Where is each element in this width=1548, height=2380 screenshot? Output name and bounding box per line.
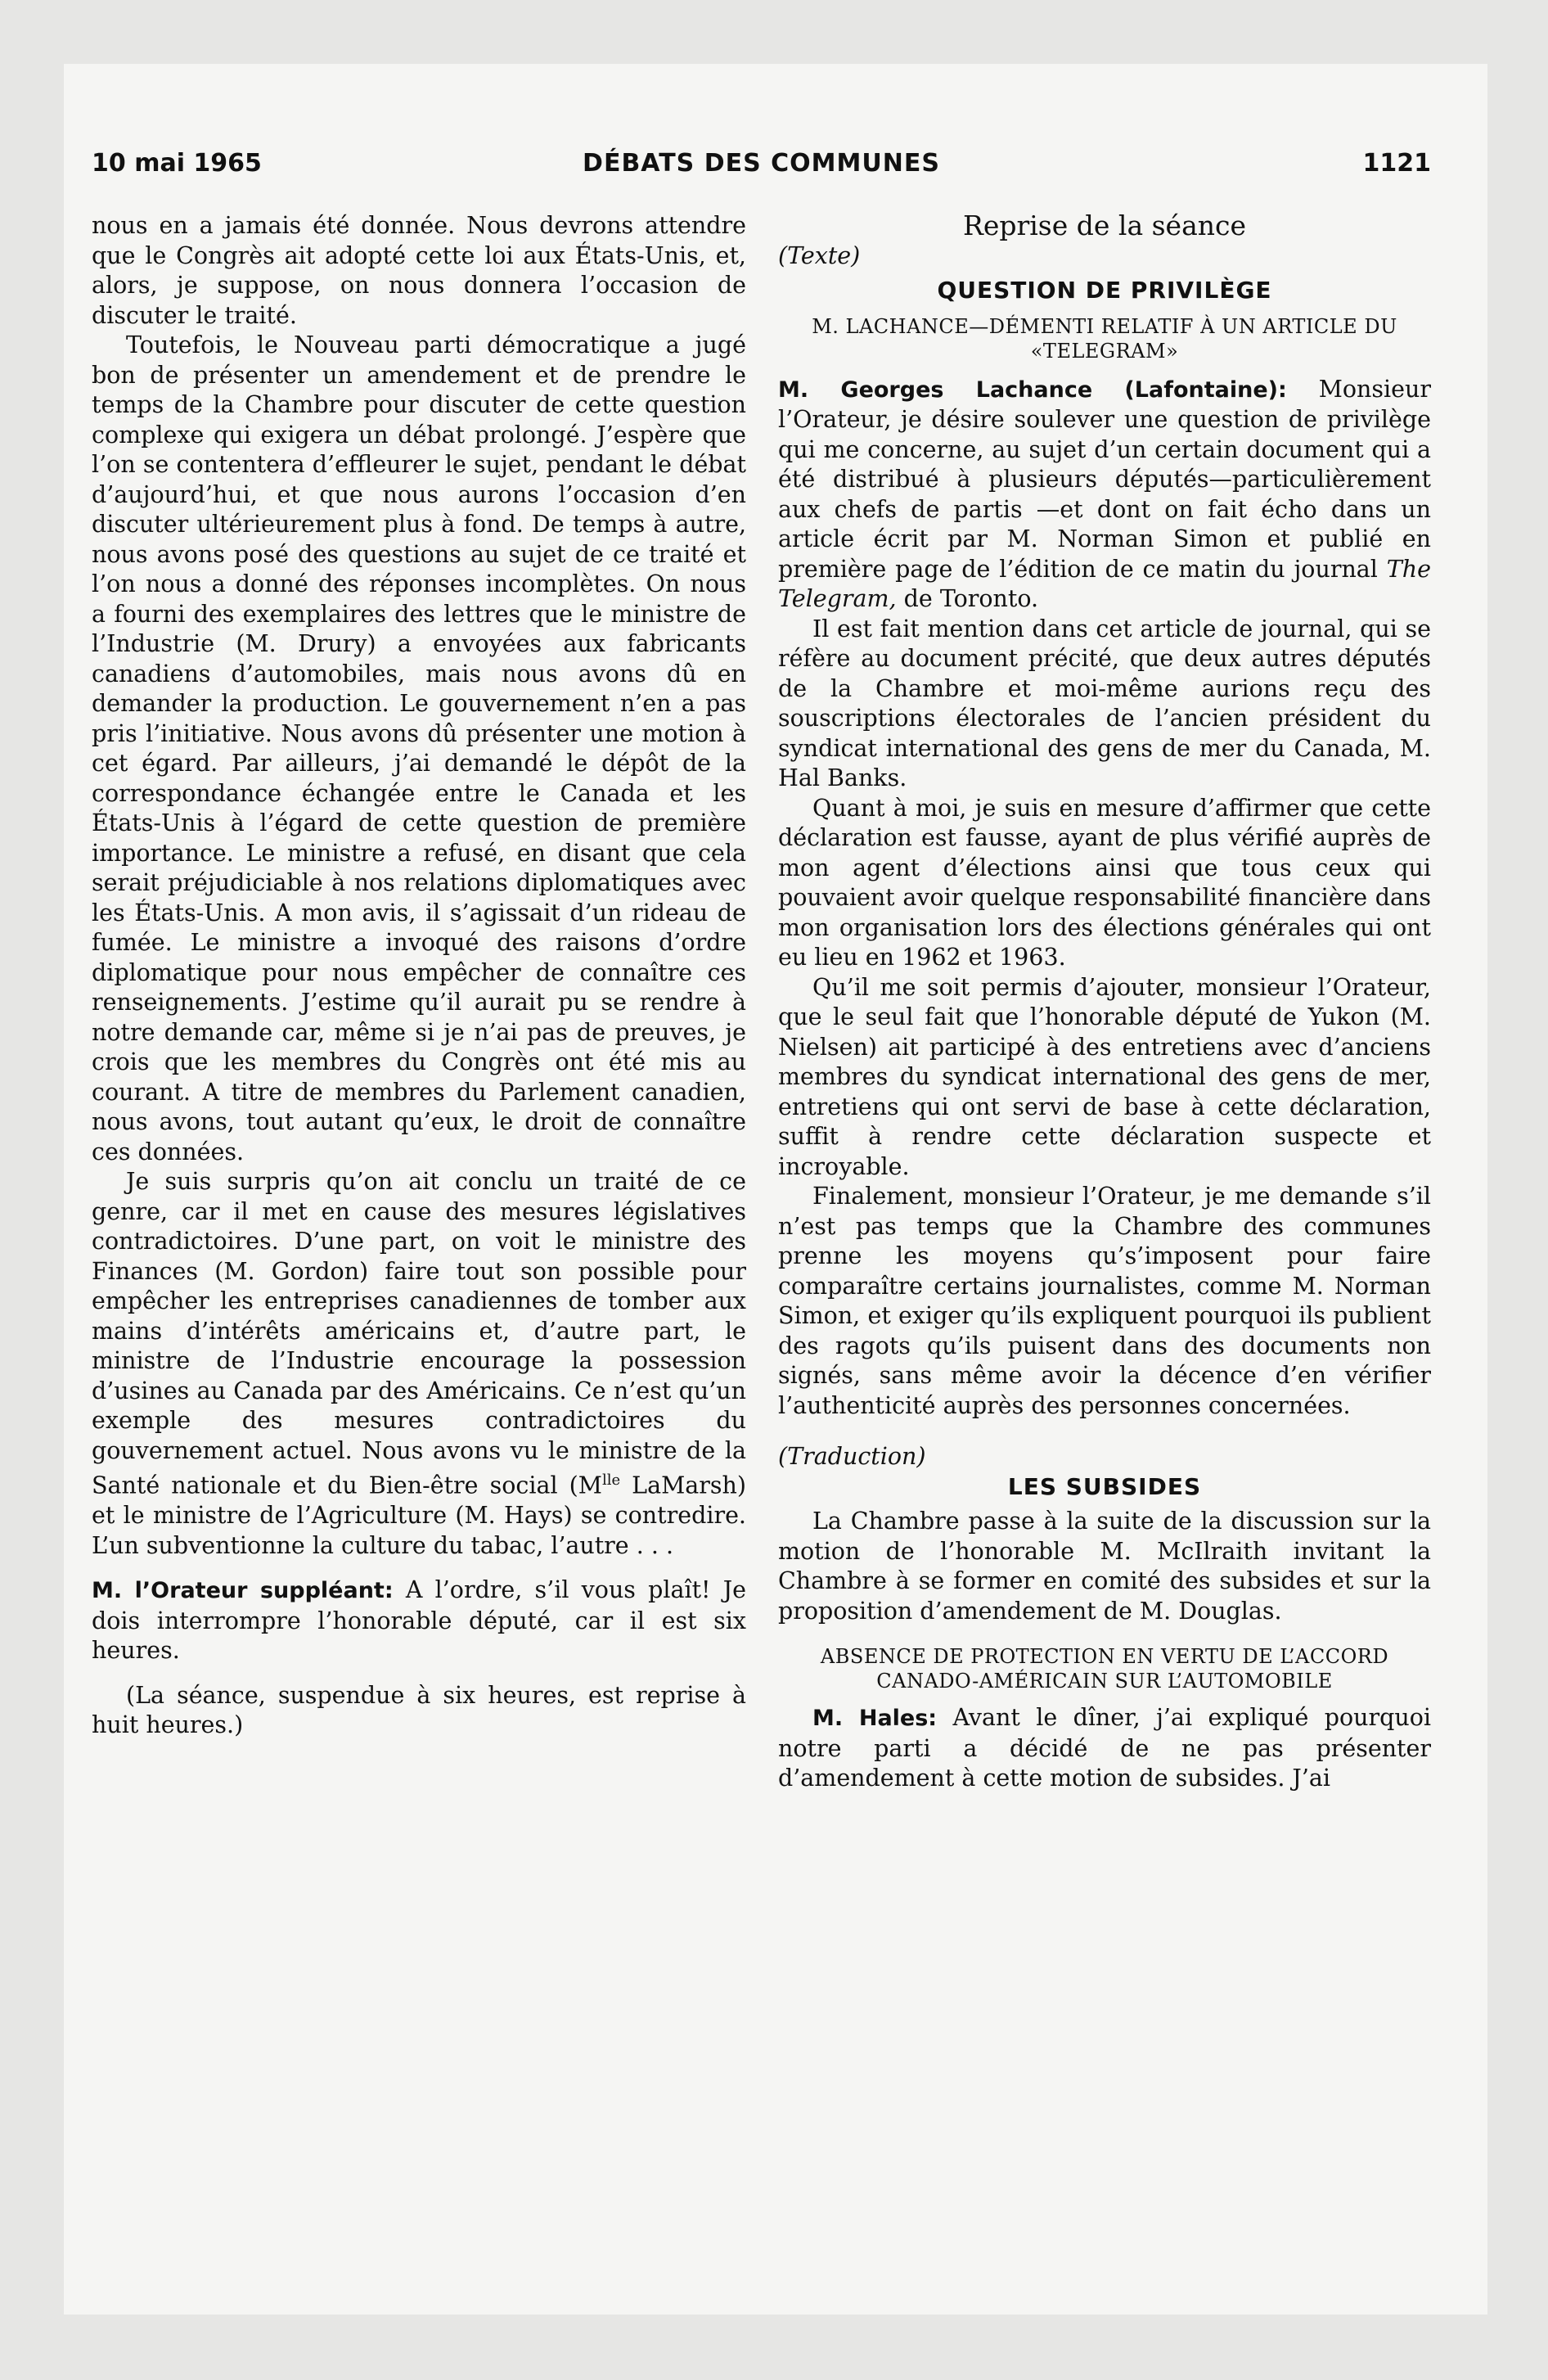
speaker-lachance: M. Georges Lachance (Lafontaine): (778, 376, 1287, 403)
left-paragraph-3-sup: lle (601, 1472, 621, 1489)
left-paragraph-5: (La séance, suspendue à six heures, est reprise à huit heures.) (92, 1681, 746, 1738)
left-paragraph-3-a: Je suis surpris qu’on ait conclu un traité de ce genre, car il met en cause des mesures législatives contradictoires. D’une part, on voit le ministre des Finances (M. Gordon) faire tout son possible pour empêcher les entreprises canadiennes de tomber aux mains d’intérêts américains et, d’autre part, le ministre de l’Industrie encourage la possession d’usines au Canada par des Américains. Ce n’est qu’un exemple des mesures contradictoires du gouvernement actuel. Nous avons vu le ministre de la Santé nationale et du Bien-être social (M (92, 1168, 746, 1499)
right-paragraph-1-b: de Toronto. (896, 585, 1039, 612)
header-page-number: 1121 (1362, 149, 1431, 178)
left-column (92, 211, 746, 1741)
right-paragraph-7 (778, 1703, 1431, 1794)
right-paragraph-1 (778, 375, 1431, 615)
left-paragraph-4-text: A l’ordre, s’il vous plaît! Je dois interrompre l’honorable député, car il est six heures. (92, 1576, 746, 1664)
header-date: 10 mai 1965 (92, 149, 262, 178)
right-column (778, 211, 1431, 1794)
left-paragraph-2: Toutefois, le Nouveau parti démocratique a jugé bon de présenter un amendement et de prendre le temps de la Chambre pour discuter de cette question complexe qui exigera un débat prolongé. J’espère que l’on se contentera d’effleurer le sujet, pendant le débat d’aujourd’hui, et que nous aurons l’occasion d’en discuter ultérieurement plus à fond. De temps à autre, nous avons posé des questions au sujet de ce traité et l’on nous a donné des réponses incomplètes. On nous a fourni des exemplaires des lettres que le ministre de l’Industrie (M. Drury) a envoyées aux fabricants canadiens d’automobiles, mais nous avons dû en demander la production. Le gouvernement n’en a pas pris l’initiative. Nous avons dû présenter une motion à cet égard. Par ailleurs, j’ai demandé le dépôt de la correspondance échangée entre le Canada et les États-Unis à l’égard de cette question de première importance. Le ministre a refusé, en disant que cela serait préjudiciable à nos relations diplomatiques avec les États-Unis. A mon avis, il s’agissait d’un rideau de fumée. Le ministre a invoqué des raisons d’ordre diplomatique pour nous empêcher de connaître ces renseignements. J’estime qu’il aurait pu se rendre à notre demande car, même si je n’ai pas de preuves, je crois que les membres du Congrès ont été mis au courant. A titre de membres du Parlement canadien, nous avons, tout autant qu’eux, le droit de connaître ces données. (92, 331, 746, 1165)
right-paragraph-1-a: Monsieur l’Orateur, je désire soulever une question de privilège qui me concerne, au sujet d’un certain document qui a été distribué à plusieurs députés—particulièrement aux chefs de partis —et dont on fait écho dans un article écrit par M. Norman Simon et publié en première page de l’édition de ce matin du journal (778, 375, 1431, 583)
right-paragraph-5: Finalement, monsieur l’Orateur, je me demande s’il n’est pas temps que la Chambre des communes prenne les moyens qu’s’imposent pour faire comparaître certains journalistes, comme M. Norman Simon, et exiger qu’ils expliquent pourquoi ils publient des ragots qu’ils puisent dans des documents non signés, sans même avoir la décence d’en vérifier l’authenticité auprès des personnes concernées. (778, 1183, 1431, 1419)
right-paragraph-4: Qu’il me soit permis d’ajouter, monsieur l’Orateur, que le seul fait que l’honorable député de Yukon (M. Nielsen) ait participé à des entretiens avec d’anciens membres du syndicat international des gens de mer, entretiens qui ont servi de base à cette déclaration, suffit à rendre cette déclaration suspecte et incroyable. (778, 973, 1431, 1180)
page-header (92, 149, 1431, 188)
header-title: DÉBATS DES COMMUNES (583, 149, 940, 178)
subheading-accord-automobile: ABSENCE DE PROTECTION EN VERTU DE L’ACCORD CANADO-AMÉRICAIN SUR L’AUTOMOBILE (820, 1645, 1389, 1693)
heading-reprise: Reprise de la séance (962, 210, 1247, 241)
right-paragraph-7-text: Avant le dîner, j’ai expliqué pourquoi notre parti a décidé de ne pas présenter d’amendement à cette motion de subsides. J’ai (778, 1704, 1431, 1792)
subheading-lachance: M. LACHANCE—DÉMENTI RELATIF À UN ARTICLE DU «TELEGRAM» (812, 314, 1397, 363)
left-paragraph-3 (92, 1167, 746, 1561)
right-paragraph-2: Il est fait mention dans cet article de journal, qui se réfère au document précité, que deux autres députés de la Chambre et moi-même aurions reçu des souscriptions électorales de l’ancien président du syndicat international des gens de mer du Canada, M. Hal Banks. (778, 615, 1431, 791)
left-paragraph-4 (92, 1575, 746, 1666)
label-texte: (Texte) (778, 241, 861, 269)
speaker-orateur-suppleant: M. l’Orateur suppléant: (92, 1578, 394, 1603)
left-paragraph-3-b: LaMarsh) et le ministre de l’Agriculture (M. Hays) se contredire. L’un subventionne la culture du tabac, l’autre . . . (92, 1472, 746, 1559)
heading-subsides: LES SUBSIDES (1007, 1472, 1202, 1500)
right-paragraph-6: La Chambre passe à la suite de la discussion sur la motion de l’honorable M. McIlraith invitant la Chambre à se former en comité des subsides et sur la proposition d’amendement de M. Douglas. (778, 1508, 1431, 1625)
right-paragraph-3: Quant à moi, je suis en mesure d’affirmer que cette déclaration est fausse, ayant de plus vérifié auprès de mon agent d’élections ainsi que tous ceux qui pouvaient avoir quelque responsabilité financière dans mon organisation lors des élections générales qui ont eu lieu en 1962 et 1963. (778, 794, 1431, 971)
left-paragraph-1: nous en a jamais été donnée. Nous devrons attendre que le Congrès ait adopté cette loi aux États-Unis, et, alors, je suppose, on nous donnera l’occasion de discuter le traité. (92, 212, 746, 329)
speaker-hales: M. Hales: (812, 1706, 938, 1731)
right-paragraph-1-journal: The Telegram, (778, 555, 1431, 612)
label-traduction: (Traduction) (778, 1443, 926, 1470)
heading-question-privilege: QUESTION DE PRIVILÈGE (937, 277, 1272, 304)
